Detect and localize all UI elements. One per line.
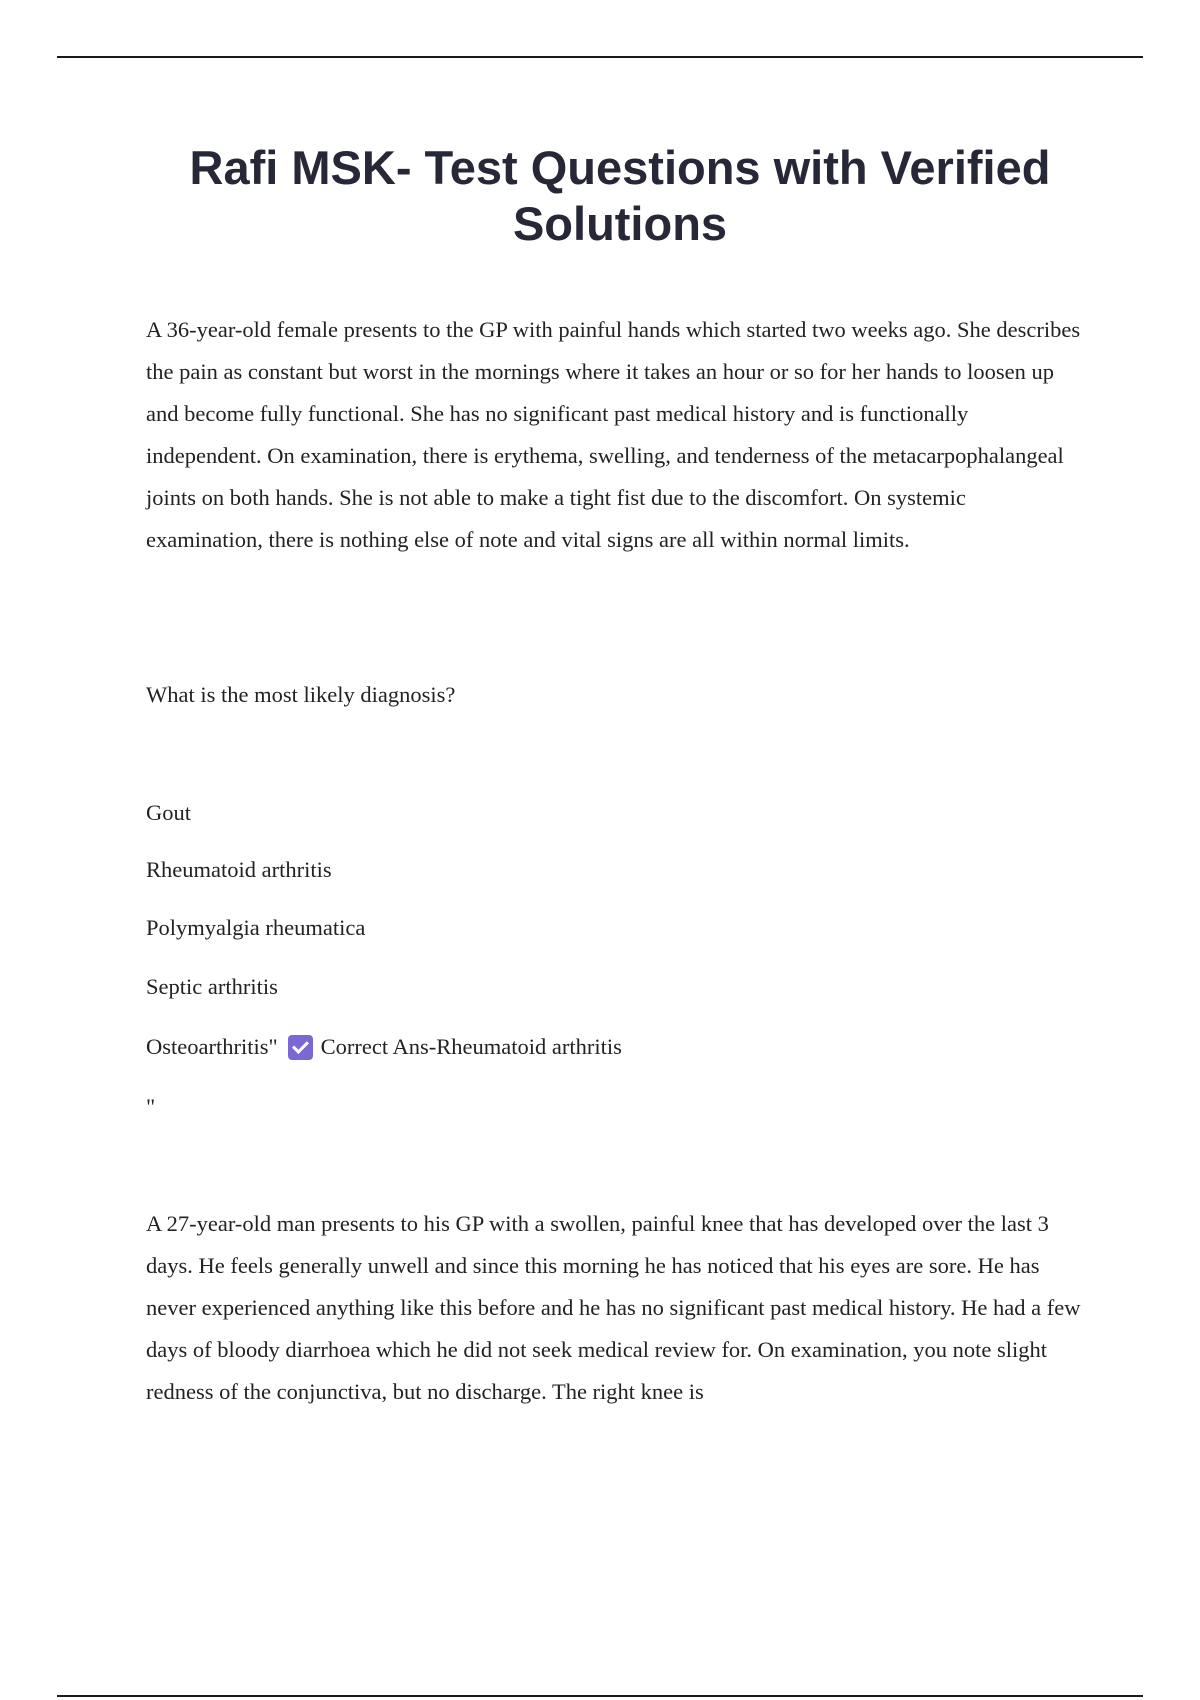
checkbox-checked-icon [288, 1035, 313, 1060]
question-1-answer: Correct Ans-Rheumatoid arthritis [320, 1034, 622, 1059]
question-1-stem: A 36-year-old female presents to the GP with painful hands which started two weeks ago. She describes the pain as constant but worst in the mornings where it takes an hour or so for her hands to loosen up and become fully functional. She has no significant past medical history and is functionally independent. On examination, there is erythema, swelling, and tenderness of the metacarpophalangeal joints on both hands. She is not able to make a tight fist due to the discomfort. On systemic examination, there is nothing else of note and vital signs are all within normal limits. [146, 317, 1081, 552]
question-1-prompt: What is the most likely diagnosis? [146, 682, 456, 707]
question-2-stem: A 27-year-old man presents to his GP with a swollen, painful knee that has developed over the last 3 days. He feels generally unwell and since this morning he has noticed that his eyes are sore. He has never experienced anything like this before and he has no significant past medical history. He had a few days of bloody diarrhoea which he did not seek medical review for. On examination, you note slight redness of the conjunctiva, but no discharge. The right knee is [146, 1211, 1081, 1404]
question-1-option-5-with-answer [146, 1032, 622, 1062]
document-title: Rafi MSK- Test Questions with Verified Solutions [189, 141, 1051, 250]
question-1-closing-quote: " [146, 1094, 156, 1119]
question-1-option-2: Rheumatoid arthritis [146, 857, 332, 882]
question-1-option-3: Polymyalgia rheumatica [146, 915, 366, 940]
header-rule [57, 56, 1143, 58]
question-1-option-4: Septic arthritis [146, 974, 278, 999]
question-1-option-1: Gout [146, 800, 191, 825]
question-1-option-5: Osteoarthritis" [146, 1034, 278, 1059]
footer-rule [57, 1695, 1143, 1697]
